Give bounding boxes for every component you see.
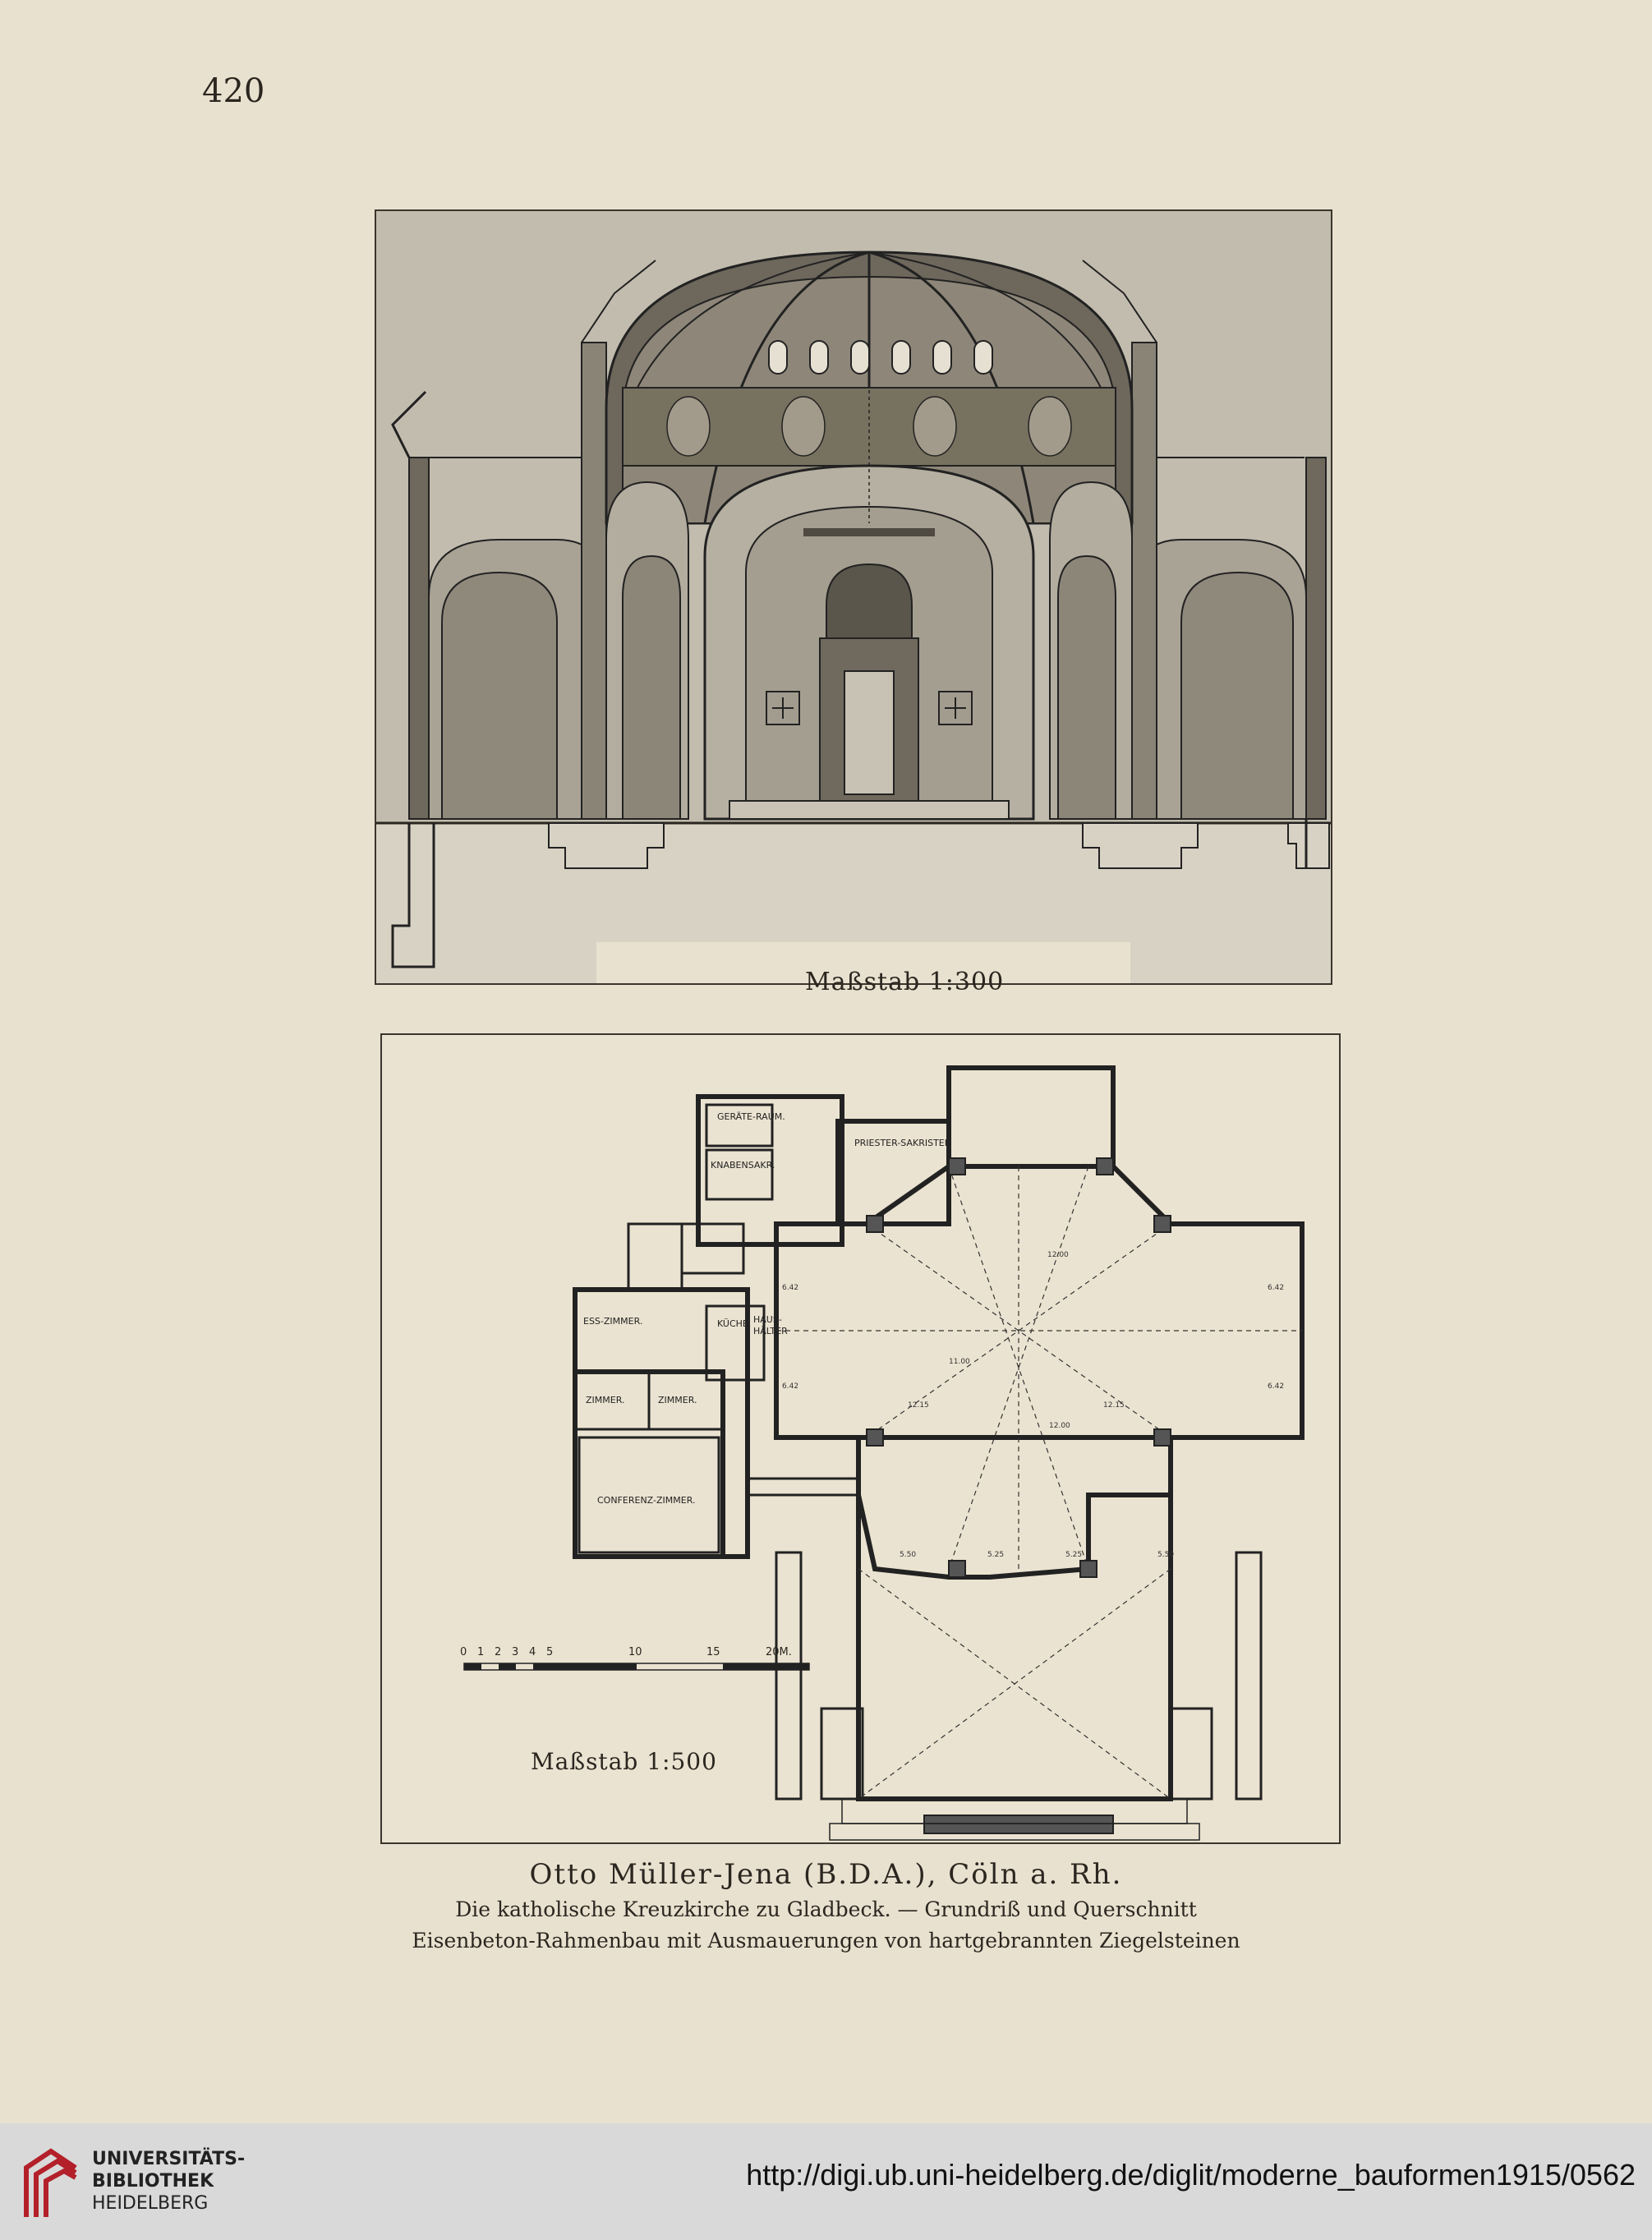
scale-bar	[464, 1663, 809, 1670]
section-scale-label: Maßstab 1:300	[805, 968, 1005, 996]
scale-tick: 15	[706, 1646, 720, 1658]
room-haushaelter-2: HÄLTER	[753, 1326, 788, 1336]
dim-1200-top: 12.00	[1047, 1251, 1069, 1259]
room-priester-sakristei: PRIESTER-SAKRISTEI.	[854, 1138, 950, 1148]
dim-1215-l: 12.15	[908, 1401, 929, 1410]
dim-642-r2: 6.42	[1268, 1382, 1285, 1391]
library-name-line2: BIBLIOTHEK	[92, 2171, 214, 2192]
library-name-line1: UNIVERSITÄTS-	[92, 2149, 246, 2169]
dim-525-l: 5.25	[987, 1551, 1005, 1559]
dim-642-r1: 6.42	[1268, 1284, 1285, 1292]
room-conferenz-zimmer: CONFERENZ-ZIMMER.	[597, 1495, 696, 1506]
dim-1100: 11.00	[949, 1358, 970, 1366]
page-number: 420	[202, 72, 265, 110]
room-kueche: KÜCHE.	[717, 1318, 752, 1329]
scale-tick: 0	[460, 1646, 467, 1658]
dim-1200-mid: 12.00	[1049, 1422, 1070, 1430]
plan-scale-label: Maßstab 1:500	[531, 1748, 717, 1775]
footer-bar	[0, 2123, 1652, 2240]
dim-642-l1: 6.42	[782, 1284, 799, 1292]
permalink-url[interactable]: http://digi.ub.uni-heidelberg.de/diglit/moderne_bauformen1915/0562	[746, 2158, 1636, 2192]
library-name-line3: HEIDELBERG	[92, 2193, 209, 2214]
dim-1215-r: 12.15	[1103, 1401, 1125, 1410]
scale-tick: 3	[512, 1646, 519, 1658]
scale-tick: 5	[546, 1646, 554, 1658]
room-geraete-raum: GERÄTE-RAUM.	[717, 1111, 785, 1122]
cross-section-drawing	[375, 209, 1332, 985]
library-name	[92, 2148, 245, 2215]
dim-642-l2: 6.42	[782, 1382, 799, 1391]
room-ess-zimmer: ESS-ZIMMER.	[583, 1316, 643, 1327]
dim-525-r: 5.25	[1065, 1551, 1083, 1559]
library-logo-icon	[18, 2143, 81, 2225]
scale-tick: 1	[477, 1646, 485, 1658]
dim-550-l: 5.50	[900, 1551, 917, 1559]
scale-tick: 20M.	[766, 1646, 792, 1658]
room-haushaelter-1: HAUS-	[753, 1314, 782, 1325]
caption-construction: Eisenbeton-Rahmenbau mit Ausmauerungen von hartgebrannten Ziegelsteinen	[412, 1929, 1240, 1953]
dim-550-r: 5.50	[1157, 1551, 1175, 1559]
scale-tick: 10	[628, 1646, 642, 1658]
room-zimmer-2: ZIMMER.	[658, 1395, 697, 1405]
scale-tick: 2	[495, 1646, 502, 1658]
floor-plan-drawing	[380, 1033, 1341, 1844]
room-zimmer-1: ZIMMER.	[586, 1395, 625, 1405]
caption-architect: Otto Müller-Jena (B.D.A.), Cöln a. Rh.	[529, 1858, 1123, 1891]
room-knaben-sakristei: KNABENSAKR.	[711, 1160, 775, 1171]
scale-tick: 4	[529, 1646, 536, 1658]
caption-title: Die katholische Kreuzkirche zu Gladbeck. — Grundriß und Querschnitt	[455, 1897, 1197, 1921]
